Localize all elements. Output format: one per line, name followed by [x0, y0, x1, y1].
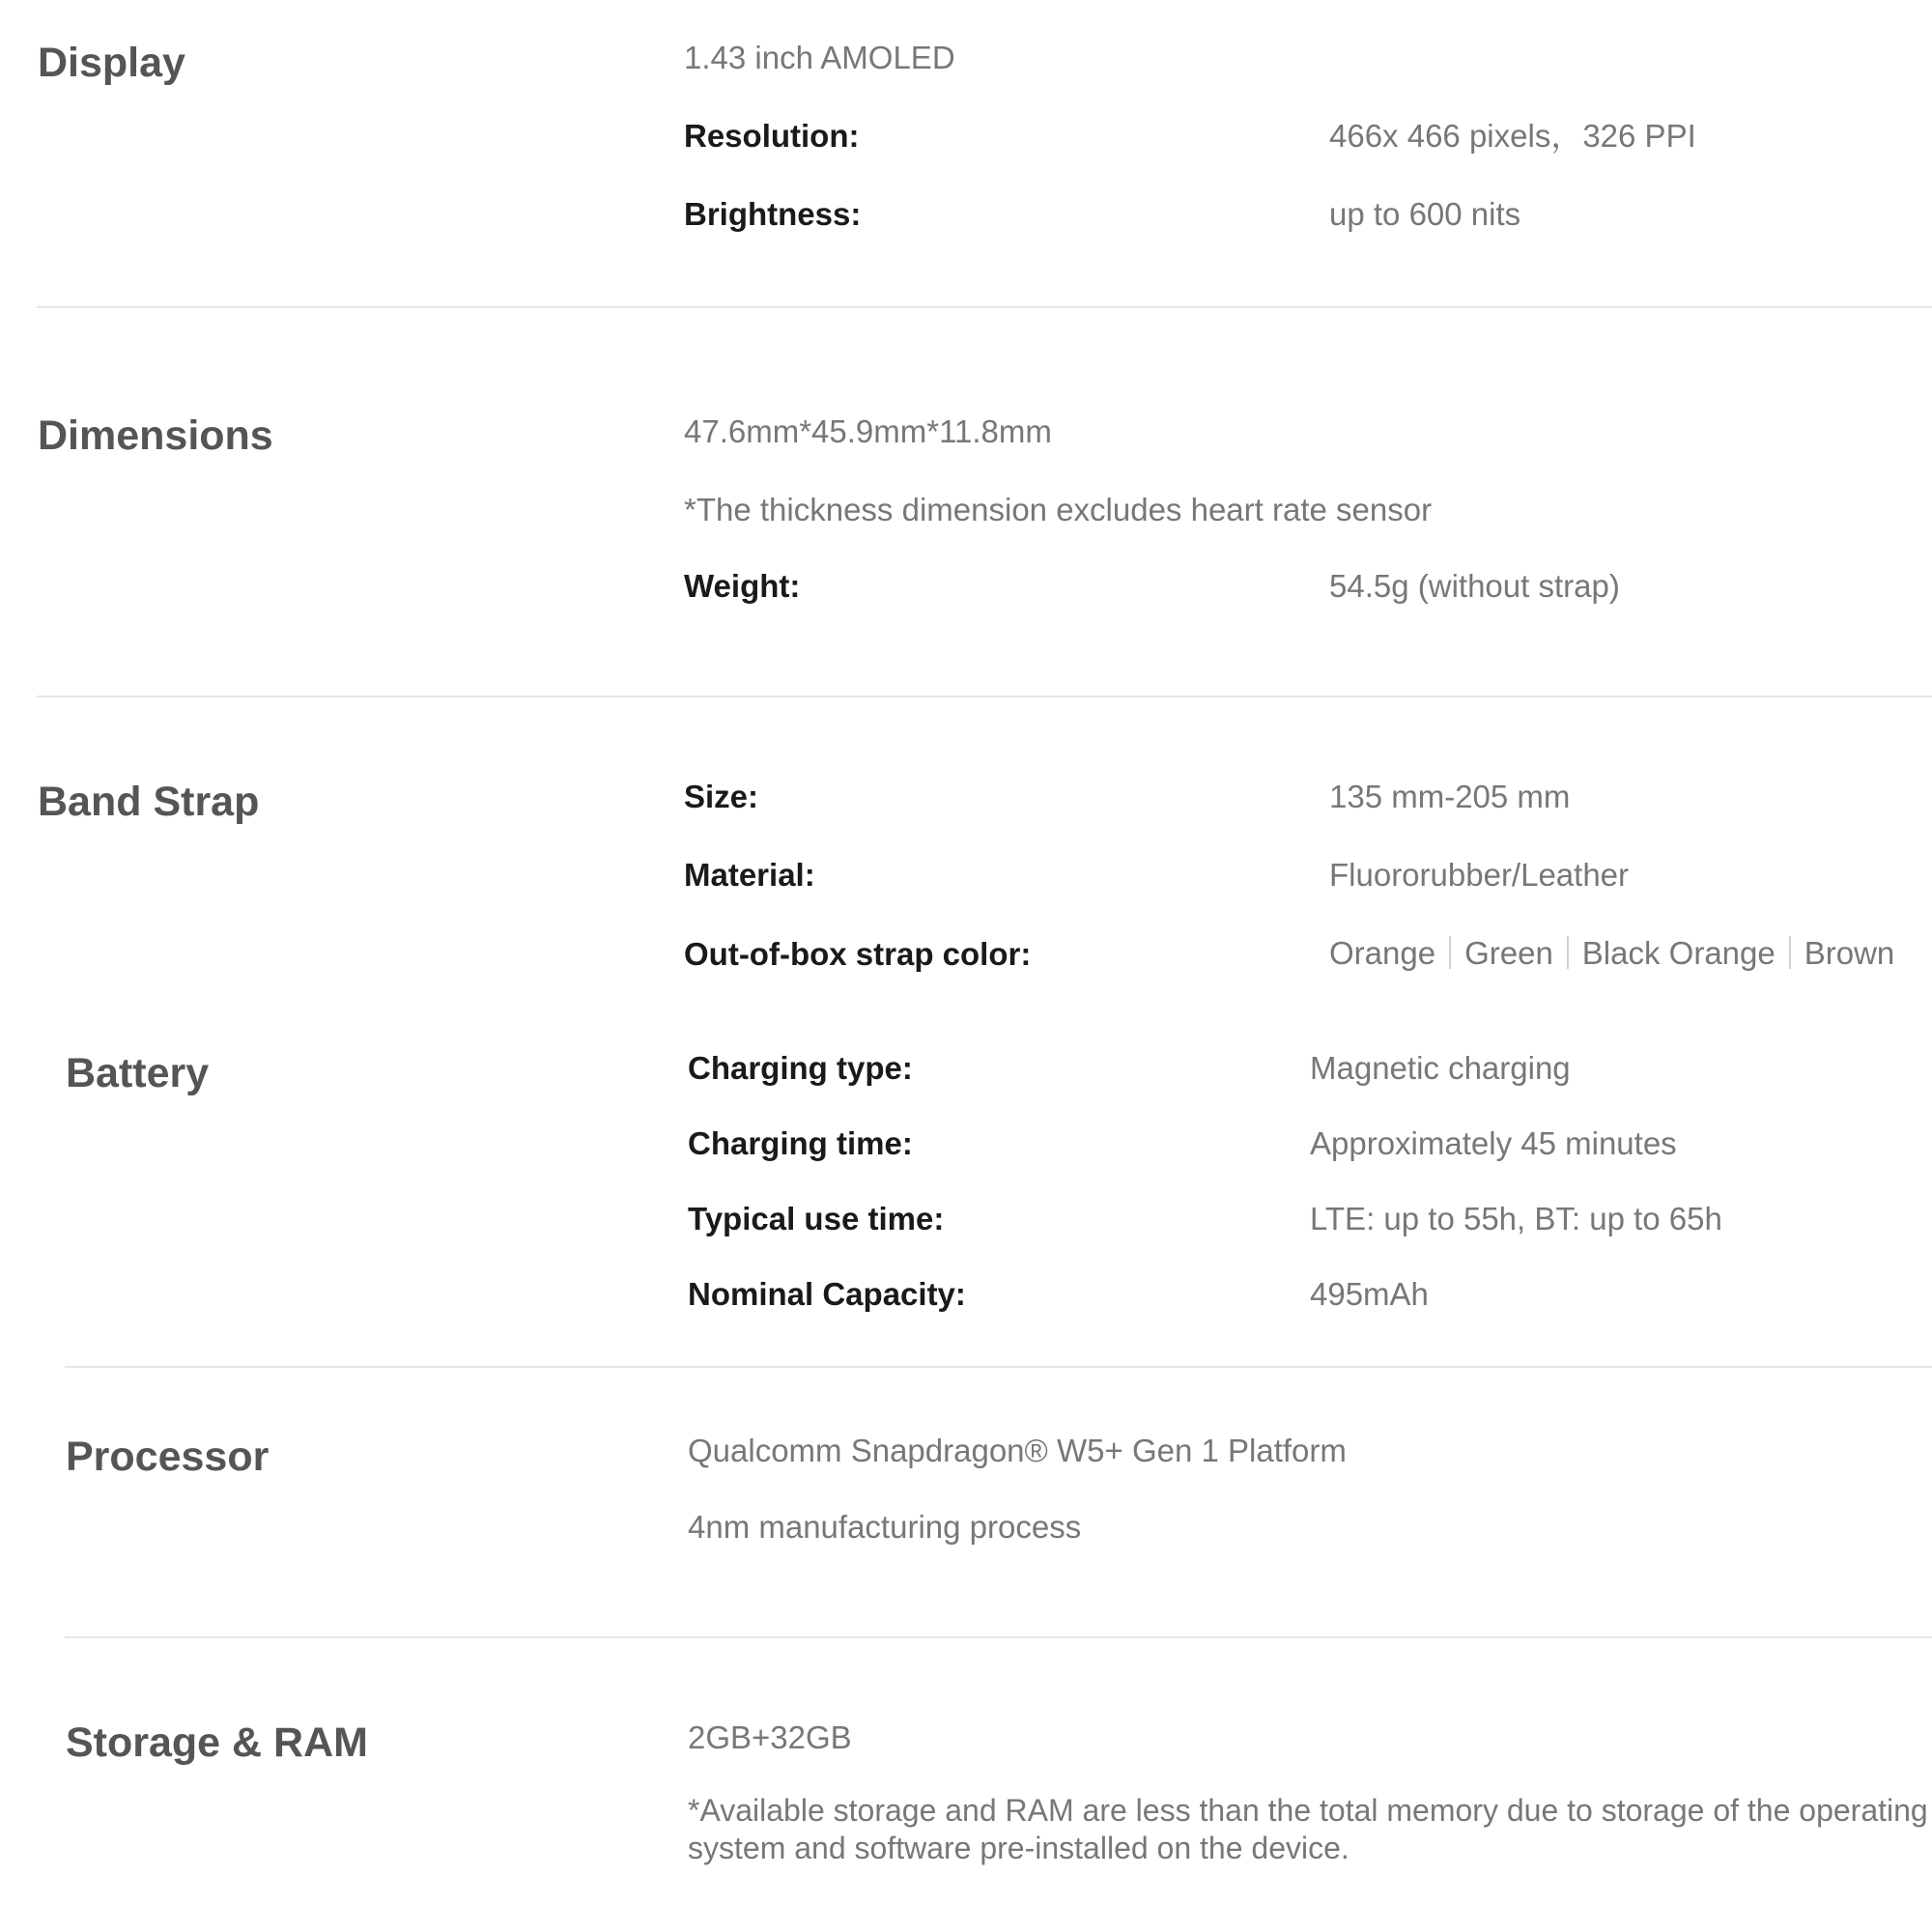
charging-type-value: Magnetic charging: [1310, 1050, 1571, 1086]
section-title-processor: Processor: [66, 1434, 270, 1480]
strap-color-label: Out-of-box strap color:: [684, 936, 1032, 972]
strap-color-item: Orange: [1329, 934, 1436, 971]
section-title-dimensions: Dimensions: [38, 412, 273, 459]
section-title-display: Display: [38, 40, 185, 86]
weight-label: Weight:: [684, 568, 801, 604]
resolution-value: 466x 466 pixels，326 PPI: [1329, 118, 1696, 154]
capacity-value: 495mAh: [1310, 1276, 1429, 1312]
charging-time-value: Approximately 45 minutes: [1310, 1125, 1677, 1161]
material-value: Fluororubber/Leather: [1329, 857, 1630, 893]
separator: [1789, 936, 1791, 969]
storage-value: 2GB+32GB: [688, 1719, 852, 1755]
size-value: 135 mm-205 mm: [1329, 779, 1571, 814]
thickness-note: *The thickness dimension excludes heart rate sensor: [684, 492, 1433, 527]
separator: [1567, 936, 1569, 969]
section-title-band-strap: Band Strap: [38, 779, 260, 825]
processor-platform: Qualcomm Snapdragon® W5+ Gen 1 Platform: [688, 1433, 1347, 1468]
separator: [1449, 936, 1451, 969]
size-label: Size:: [684, 779, 759, 814]
weight-value: 54.5g (without strap): [1329, 568, 1620, 604]
charging-type-label: Charging type:: [688, 1050, 913, 1086]
section-divider: [37, 306, 1932, 308]
strap-color-item: Green: [1464, 934, 1553, 971]
material-label: Material:: [684, 857, 815, 893]
storage-note: *Available storage and RAM are less than the total memory due to storage of the operating system and software pre-installed on the device.: [688, 1793, 1928, 1865]
brightness-label: Brightness:: [684, 196, 862, 232]
dimensions-value: 47.6mm*45.9mm*11.8mm: [684, 413, 1052, 449]
section-divider: [65, 1366, 1932, 1368]
capacity-label: Nominal Capacity:: [688, 1276, 966, 1312]
manufacturing-process: 4nm manufacturing process: [688, 1509, 1082, 1545]
section-title-storage: Storage & RAM: [66, 1719, 368, 1766]
charging-time-label: Charging time:: [688, 1125, 913, 1161]
strap-color-item: Black Orange: [1581, 934, 1776, 971]
display-type: 1.43 inch AMOLED: [684, 40, 955, 75]
section-divider: [37, 696, 1932, 697]
section-divider: [65, 1636, 1932, 1638]
resolution-label: Resolution:: [684, 118, 860, 154]
use-time-label: Typical use time:: [688, 1201, 945, 1236]
use-time-value: LTE: up to 55h, BT: up to 65h: [1310, 1201, 1722, 1236]
brightness-value: up to 600 nits: [1329, 196, 1521, 232]
strap-color-list: [1329, 936, 1894, 969]
strap-color-item: Brown: [1804, 934, 1895, 971]
section-title-battery: Battery: [66, 1050, 210, 1096]
